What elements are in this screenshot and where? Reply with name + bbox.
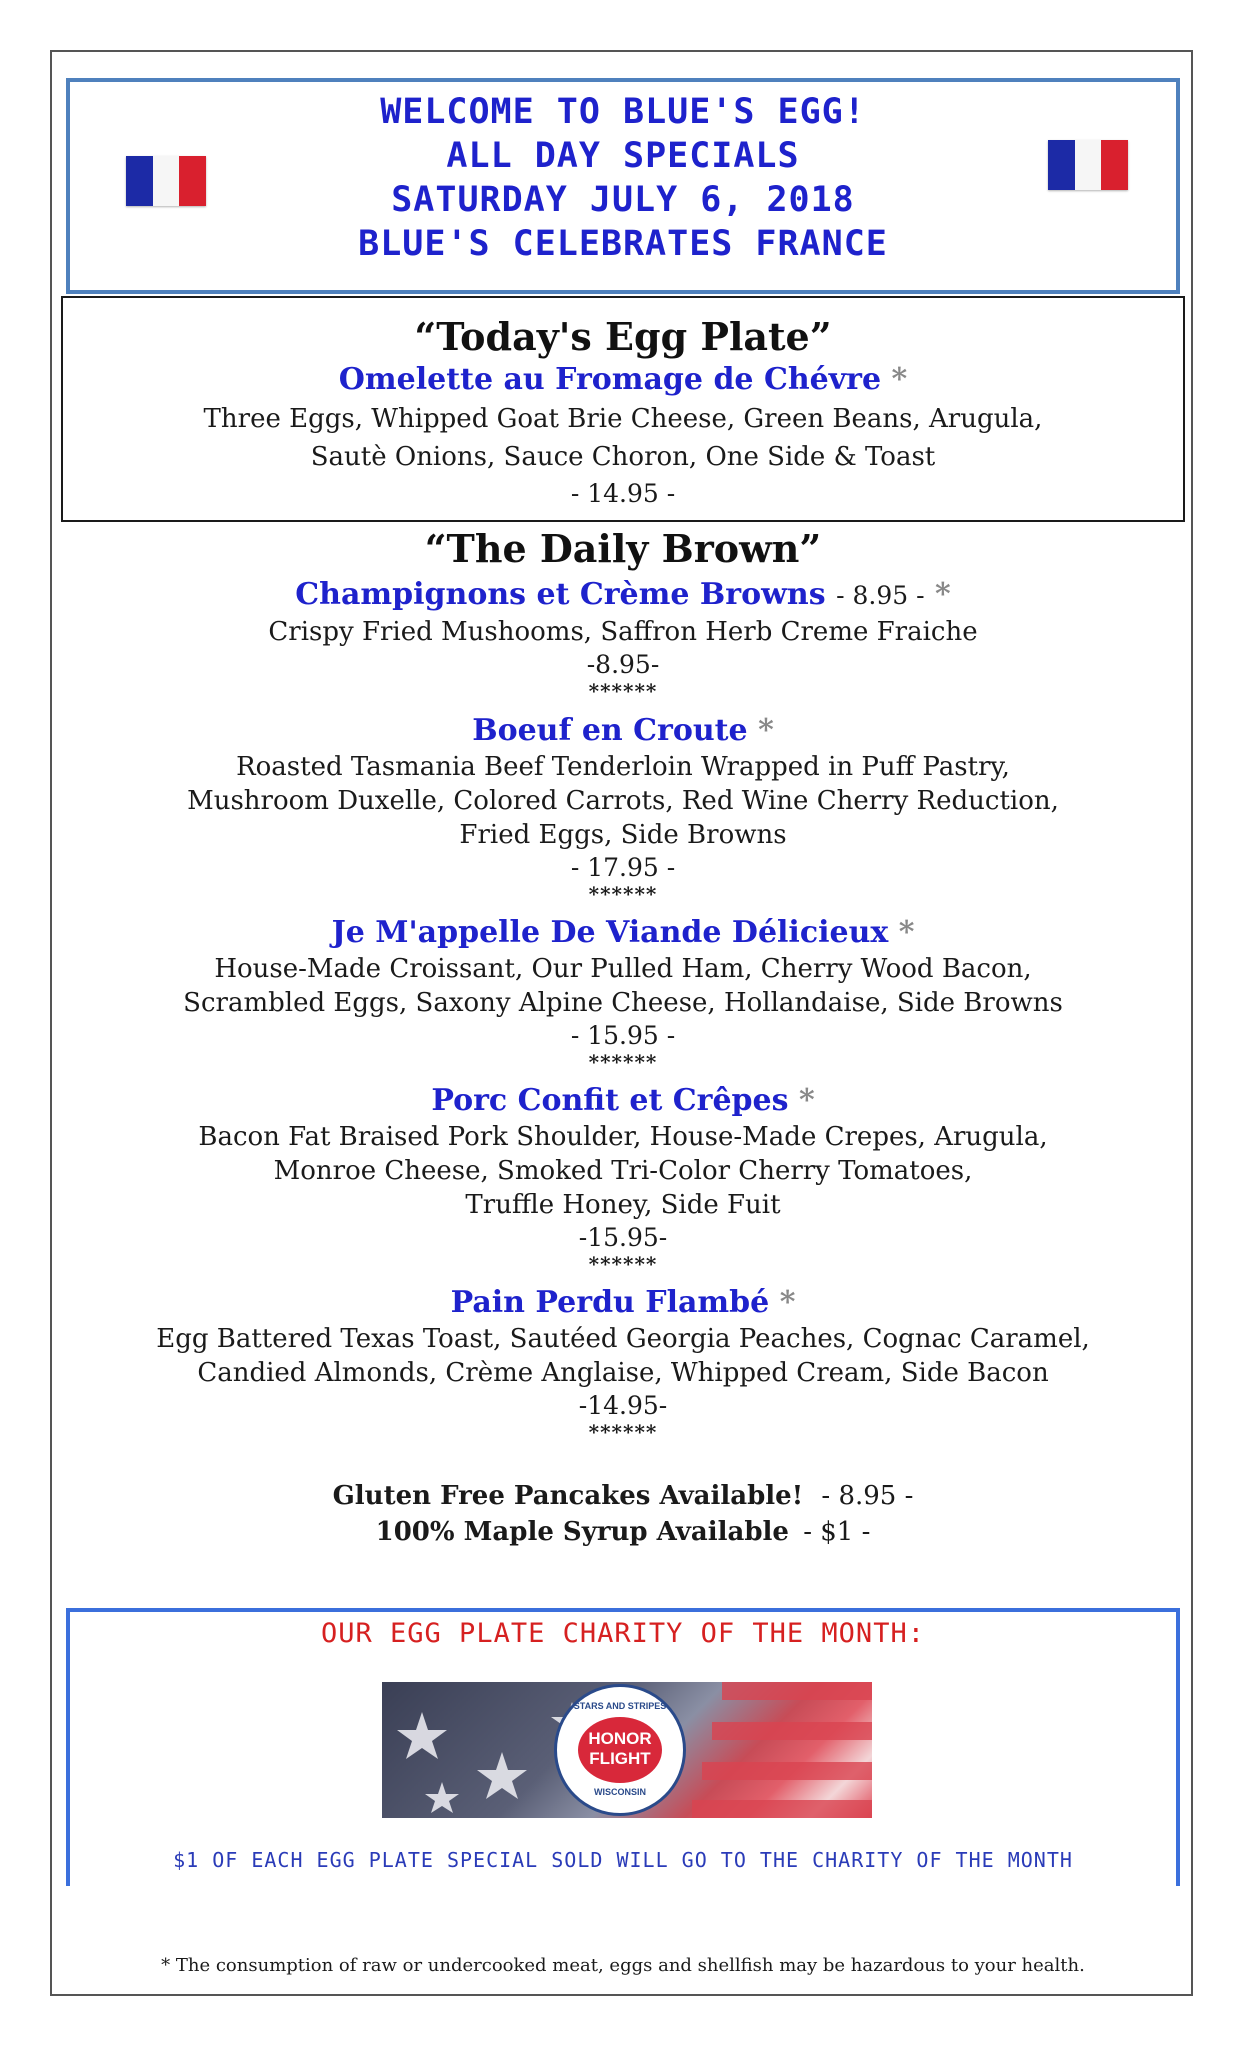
item-name-text: Omelette au Fromage de Chévre [338,362,882,397]
menu-item [61,1284,1185,1442]
desc-line: Monroe Cheese, Smoked Tri-Color Cherry Tomatoes, [273,1156,973,1186]
desc-line: House-Made Croissant, Our Pulled Ham, Cherry Wood Bacon, [214,954,1032,984]
item-price: - 17.95 - [570,853,676,882]
asterisk-marker: * [891,362,908,397]
egg-plate-desc [63,400,1183,476]
desc-line: Egg Battered Texas Toast, Sautéed Georgia Peaches, Cognac Caramel, [156,1324,1090,1354]
item-name-text: Porc Confit et Crêpes [431,1083,789,1118]
egg-plate-item-name [63,360,1183,400]
header-title [70,90,1176,266]
item-price: - 15.95 - [570,1021,676,1050]
item-name-text: Champignons et Crème Browns [295,577,826,612]
syrup-line [61,1514,1185,1550]
menu-item [61,914,1185,1072]
gluten-free-line [61,1478,1185,1514]
desc-line: Crispy Fried Mushooms, Saffron Herb Creme Fraiche [268,617,978,647]
desc-line: Bacon Fat Braised Pork Shoulder, House-Made Crepes, Arugula, [198,1122,1048,1152]
menu-item-name [61,576,1185,615]
separator-stars: ****** [588,1420,658,1444]
gf-price: - 8.95 - [821,1481,914,1511]
logo-bottom-text: WISCONSIN [593,1787,646,1797]
logo-main-text: HONOR [588,1729,652,1748]
separator-stars: ****** [588,679,658,703]
health-footnote: * The consumption of raw or undercooked meat, eggs and shellfish may be hazardous to your health. [161,1955,1085,1976]
separator-stars: ****** [588,1252,658,1276]
charity-note: $1 OF EACH EGG PLATE SPECIAL SOLD WILL GO TO THE CHARITY OF THE MONTH [173,1848,1073,1872]
egg-plate-title: “Today's Egg Plate” [414,314,832,359]
desc-line: Sautè Onions, Sauce Choron, One Side & Toast [310,442,936,472]
menu-item [61,712,1185,904]
section-title: “The Daily Brown” [424,526,822,571]
separator-stars: ****** [588,882,658,906]
item-name-text: Pain Perdu Flambé [450,1285,770,1320]
charity-title: OUR EGG PLATE CHARITY OF THE MONTH: [321,1618,925,1649]
asterisk-marker: * [758,713,774,748]
menu-item-name [61,1284,1185,1322]
daily-brown-title [61,526,1185,572]
extras-block [61,1478,1185,1550]
gf-label: Gluten Free Pancakes Available! [332,1481,804,1511]
asterisk-marker: * [779,1285,796,1320]
item-price: -15.95- [578,1223,668,1252]
desc-line: Candied Almonds, Crème Anglaise, Whipped Cream, Side Bacon [197,1358,1049,1388]
header-line: SATURDAY JULY 6, 2018 [391,180,855,220]
menu-item-name [61,1082,1185,1120]
syrup-label: 100% Maple Syrup Available [375,1517,789,1547]
item-price: -8.95- [586,650,660,679]
menu-item-name [61,914,1185,952]
desc-line: Three Eggs, Whipped Goat Brie Cheese, Green Beans, Arugula, [203,404,1043,434]
inline-price: - 8.95 - [836,581,925,610]
desc-line: Truffle Honey, Side Fuit [465,1190,781,1220]
item-name-text: Je M'appelle De Viande Délicieux [331,915,889,950]
charity-image [382,1682,872,1818]
header-line: BLUE'S CELEBRATES FRANCE [358,224,888,264]
menu-item [61,576,1185,701]
desc-line: Roasted Tasmania Beef Tenderloin Wrapped in Puff Pastry, [236,752,1010,782]
item-price: -14.95- [578,1391,668,1420]
egg-plate-box [61,296,1185,522]
charity-box [66,1608,1180,1886]
desc-line: Fried Eggs, Side Browns [459,820,787,850]
desc-line: Mushroom Duxelle, Colored Carrots, Red Wine Cherry Reduction, [187,786,1059,816]
logo-center [578,1717,662,1783]
asterisk-marker: * [898,915,915,950]
header-box [66,78,1180,294]
syrup-price: - $1 - [803,1517,871,1547]
asterisk-marker: * [934,577,951,612]
honor-flight-logo [554,1684,686,1816]
header-line: ALL DAY SPECIALS [446,136,800,176]
separator-stars: ****** [588,1050,658,1074]
menu-item [61,1082,1185,1274]
logo-main-text: FLIGHT [589,1749,651,1768]
header-line: WELCOME TO BLUE'S EGG! [380,92,866,132]
egg-plate-price: - 14.95 - [570,479,676,508]
asterisk-marker: * [798,1083,815,1118]
logo-top-text: STARS AND STRIPES [573,1701,667,1711]
menu-item-name [61,712,1185,750]
item-name-text: Boeuf en Croute [472,713,748,748]
desc-line: Scrambled Eggs, Saxony Alpine Cheese, Hollandaise, Side Browns [183,988,1063,1018]
